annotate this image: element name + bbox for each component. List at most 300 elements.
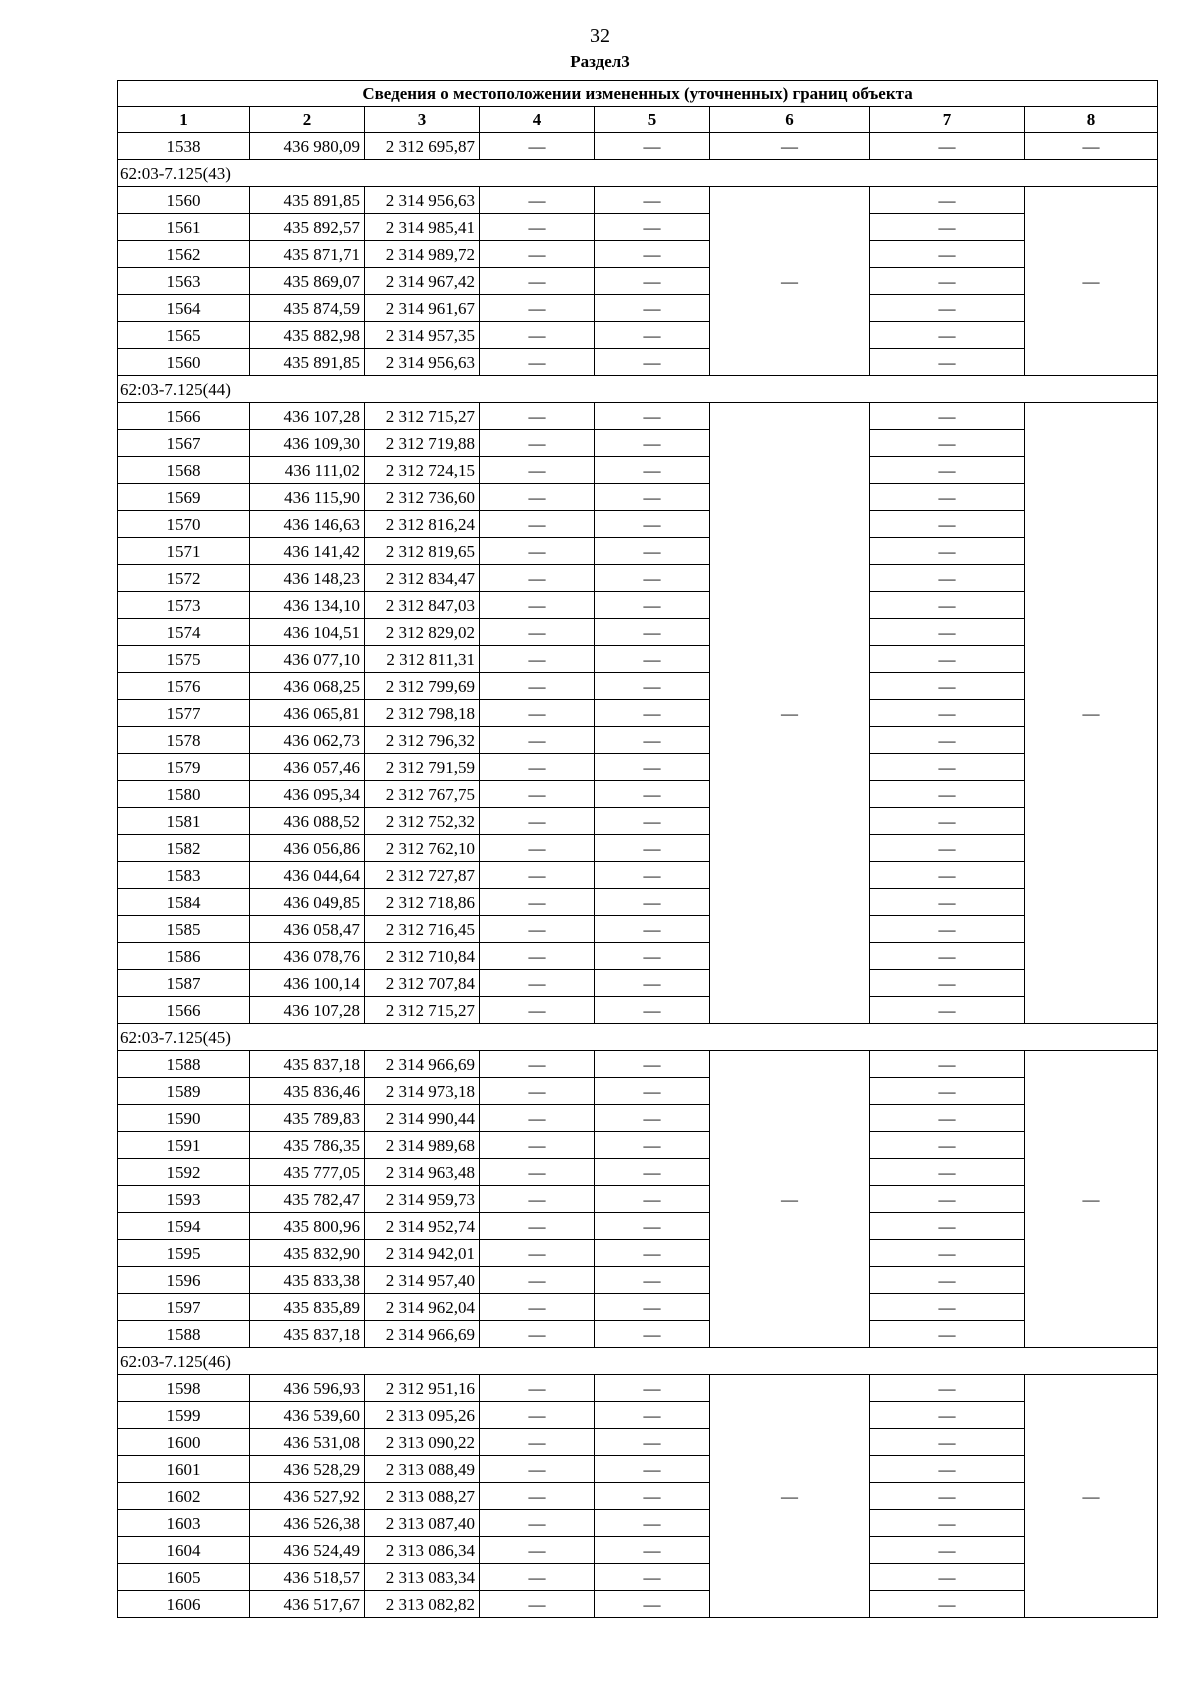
coordinate-y: 2 313 088,27 — [365, 1483, 480, 1510]
dash-cell: — — [480, 1159, 595, 1186]
coordinate-y: 2 313 090,22 — [365, 1429, 480, 1456]
coordinate-x: 435 882,98 — [250, 322, 365, 349]
dash-cell: — — [595, 727, 710, 754]
dash-cell: — — [870, 214, 1025, 241]
dash-cell: — — [595, 457, 710, 484]
dash-cell: — — [870, 997, 1025, 1024]
dash-cell: — — [595, 484, 710, 511]
coordinate-y: 2 314 990,44 — [365, 1105, 480, 1132]
coordinate-y: 2 312 724,15 — [365, 457, 480, 484]
coordinate-y: 2 314 956,63 — [365, 349, 480, 376]
table-row — [118, 1132, 1158, 1159]
coordinate-x: 436 095,34 — [250, 781, 365, 808]
dash-cell: — — [480, 592, 595, 619]
dash-cell: — — [595, 781, 710, 808]
table-row — [118, 268, 1158, 295]
coordinate-y: 2 314 962,04 — [365, 1294, 480, 1321]
section-title: Раздел3 — [570, 52, 630, 71]
dash-cell: — — [870, 268, 1025, 295]
dash-cell: — — [870, 1186, 1025, 1213]
coordinate-x: 435 789,83 — [250, 1105, 365, 1132]
coordinate-y: 2 313 086,34 — [365, 1537, 480, 1564]
dash-cell: — — [480, 1186, 595, 1213]
point-number: 1560 — [118, 187, 250, 214]
coordinate-y: 2 312 718,86 — [365, 889, 480, 916]
point-number: 1538 — [118, 133, 250, 160]
column-number: 4 — [480, 107, 595, 133]
column-number: 1 — [118, 107, 250, 133]
point-number: 1595 — [118, 1240, 250, 1267]
boundary-coordinates-table — [117, 80, 1158, 1618]
dash-cell: — — [870, 673, 1025, 700]
coordinate-x: 435 874,59 — [250, 295, 365, 322]
column-number: 6 — [710, 107, 870, 133]
dash-cell: — — [480, 943, 595, 970]
coordinate-x: 436 146,63 — [250, 511, 365, 538]
dash-cell: — — [870, 1402, 1025, 1429]
coordinate-x: 436 044,64 — [250, 862, 365, 889]
coordinate-x: 436 518,57 — [250, 1564, 365, 1591]
dash-cell: — — [870, 916, 1025, 943]
dash-cell: — — [595, 322, 710, 349]
coordinate-x: 436 107,28 — [250, 403, 365, 430]
point-number: 1585 — [118, 916, 250, 943]
coordinate-y: 2 312 829,02 — [365, 619, 480, 646]
table-row — [118, 1402, 1158, 1429]
dash-cell: — — [870, 592, 1025, 619]
merged-dash-cell: — — [1025, 1375, 1158, 1618]
dash-cell: — — [480, 214, 595, 241]
coordinate-x: 436 531,08 — [250, 1429, 365, 1456]
dash-cell: — — [595, 268, 710, 295]
dash-cell: — — [595, 1213, 710, 1240]
dash-cell: — — [870, 511, 1025, 538]
dash-cell: — — [595, 1510, 710, 1537]
table-row — [118, 538, 1158, 565]
dash-cell: — — [480, 646, 595, 673]
dash-cell: — — [480, 1483, 595, 1510]
coordinate-x: 435 777,05 — [250, 1159, 365, 1186]
table-row — [118, 457, 1158, 484]
cadastral-group-label: 62:03-7.125(43) — [118, 160, 1158, 187]
dash-cell: — — [870, 457, 1025, 484]
dash-cell: — — [595, 646, 710, 673]
dash-cell: — — [870, 484, 1025, 511]
point-number: 1606 — [118, 1591, 250, 1618]
coordinate-x: 436 980,09 — [250, 133, 365, 160]
column-number: 7 — [870, 107, 1025, 133]
merged-dash-cell: — — [1025, 403, 1158, 1024]
dash-cell: — — [870, 349, 1025, 376]
dash-cell: — — [595, 1456, 710, 1483]
coordinate-y: 2 314 942,01 — [365, 1240, 480, 1267]
dash-cell: — — [1025, 133, 1158, 160]
point-number: 1578 — [118, 727, 250, 754]
point-number: 1588 — [118, 1321, 250, 1348]
point-number: 1592 — [118, 1159, 250, 1186]
dash-cell: — — [480, 997, 595, 1024]
coordinate-x: 436 527,92 — [250, 1483, 365, 1510]
dash-cell: — — [595, 1051, 710, 1078]
coordinate-y: 2 314 961,67 — [365, 295, 480, 322]
merged-dash-cell: — — [710, 1051, 870, 1348]
coordinate-y: 2 314 966,69 — [365, 1321, 480, 1348]
dash-cell: — — [595, 1294, 710, 1321]
point-number: 1605 — [118, 1564, 250, 1591]
table-row — [118, 673, 1158, 700]
dash-cell: — — [870, 943, 1025, 970]
point-number: 1570 — [118, 511, 250, 538]
coordinate-x: 435 833,38 — [250, 1267, 365, 1294]
column-number: 5 — [595, 107, 710, 133]
table-row — [118, 619, 1158, 646]
dash-cell: — — [595, 565, 710, 592]
coordinate-y: 2 314 959,73 — [365, 1186, 480, 1213]
coordinate-y: 2 314 956,63 — [365, 187, 480, 214]
merged-dash-cell: — — [710, 187, 870, 376]
dash-cell: — — [595, 1321, 710, 1348]
dash-cell: — — [480, 1294, 595, 1321]
dash-cell: — — [595, 1267, 710, 1294]
table-row — [118, 1429, 1158, 1456]
dash-cell: — — [870, 970, 1025, 997]
coordinate-y: 2 312 736,60 — [365, 484, 480, 511]
dash-cell: — — [870, 808, 1025, 835]
dash-cell: — — [870, 646, 1025, 673]
dash-cell: — — [480, 916, 595, 943]
dash-cell: — — [595, 1105, 710, 1132]
coordinate-x: 436 134,10 — [250, 592, 365, 619]
dash-cell: — — [595, 187, 710, 214]
coordinate-y: 2 312 951,16 — [365, 1375, 480, 1402]
dash-cell: — — [480, 1321, 595, 1348]
dash-cell: — — [595, 349, 710, 376]
coordinate-y: 2 312 715,27 — [365, 997, 480, 1024]
group-row — [118, 160, 1158, 187]
dash-cell: — — [480, 1402, 595, 1429]
dash-cell: — — [870, 862, 1025, 889]
point-number: 1573 — [118, 592, 250, 619]
page-number: 32 — [590, 25, 610, 47]
dash-cell: — — [595, 1186, 710, 1213]
table-row — [118, 241, 1158, 268]
coordinate-y: 2 312 752,32 — [365, 808, 480, 835]
dash-cell: — — [595, 1483, 710, 1510]
dash-cell: — — [480, 727, 595, 754]
dash-cell: — — [480, 403, 595, 430]
point-number: 1566 — [118, 403, 250, 430]
dash-cell: — — [870, 1510, 1025, 1537]
table-row — [118, 1213, 1158, 1240]
coordinate-x: 436 068,25 — [250, 673, 365, 700]
dash-cell: — — [595, 295, 710, 322]
table-row — [118, 1105, 1158, 1132]
table-row — [118, 1267, 1158, 1294]
point-number: 1599 — [118, 1402, 250, 1429]
table-row — [118, 997, 1158, 1024]
dash-cell: — — [870, 835, 1025, 862]
dash-cell: — — [870, 700, 1025, 727]
point-number: 1593 — [118, 1186, 250, 1213]
dash-cell: — — [480, 349, 595, 376]
dash-cell: — — [870, 781, 1025, 808]
dash-cell: — — [480, 1078, 595, 1105]
dash-cell: — — [480, 1537, 595, 1564]
coordinate-y: 2 313 088,49 — [365, 1456, 480, 1483]
point-number: 1596 — [118, 1267, 250, 1294]
point-number: 1586 — [118, 943, 250, 970]
coordinate-x: 435 891,85 — [250, 349, 365, 376]
dash-cell: — — [480, 1591, 595, 1618]
dash-cell: — — [870, 619, 1025, 646]
coordinate-x: 435 782,47 — [250, 1186, 365, 1213]
dash-cell: — — [595, 970, 710, 997]
dash-cell: — — [870, 1132, 1025, 1159]
point-number: 1588 — [118, 1051, 250, 1078]
point-number: 1603 — [118, 1510, 250, 1537]
dash-cell: — — [595, 835, 710, 862]
coordinate-x: 436 077,10 — [250, 646, 365, 673]
coordinate-x: 435 800,96 — [250, 1213, 365, 1240]
cadastral-group-label: 62:03-7.125(45) — [118, 1024, 1158, 1051]
dash-cell: — — [595, 673, 710, 700]
dash-cell: — — [595, 1132, 710, 1159]
table-row — [118, 187, 1158, 214]
table-row — [118, 1375, 1158, 1402]
coordinate-x: 436 109,30 — [250, 430, 365, 457]
dash-cell: — — [710, 133, 870, 160]
table-row — [118, 1159, 1158, 1186]
dash-cell: — — [870, 241, 1025, 268]
point-number: 1568 — [118, 457, 250, 484]
table-row — [118, 1537, 1158, 1564]
dash-cell: — — [595, 241, 710, 268]
point-number: 1567 — [118, 430, 250, 457]
coordinate-y: 2 313 082,82 — [365, 1591, 480, 1618]
point-number: 1604 — [118, 1537, 250, 1564]
table-row — [118, 1591, 1158, 1618]
table-row — [118, 646, 1158, 673]
dash-cell: — — [480, 241, 595, 268]
coordinate-x: 436 141,42 — [250, 538, 365, 565]
dash-cell: — — [480, 781, 595, 808]
dash-cell: — — [595, 430, 710, 457]
dash-cell: — — [595, 214, 710, 241]
dash-cell: — — [480, 673, 595, 700]
dash-cell: — — [595, 1402, 710, 1429]
point-number: 1590 — [118, 1105, 250, 1132]
point-number: 1574 — [118, 619, 250, 646]
dash-cell: — — [870, 1267, 1025, 1294]
dash-cell: — — [870, 295, 1025, 322]
dash-cell: — — [480, 484, 595, 511]
dash-cell: — — [480, 268, 595, 295]
coordinate-x: 436 517,67 — [250, 1591, 365, 1618]
point-number: 1561 — [118, 214, 250, 241]
coordinate-y: 2 312 707,84 — [365, 970, 480, 997]
point-number: 1571 — [118, 538, 250, 565]
dash-cell: — — [595, 997, 710, 1024]
dash-cell: — — [480, 565, 595, 592]
coordinate-x: 436 056,86 — [250, 835, 365, 862]
coordinate-y: 2 312 819,65 — [365, 538, 480, 565]
dash-cell: — — [595, 592, 710, 619]
dash-cell: — — [595, 1564, 710, 1591]
coordinate-x: 436 539,60 — [250, 1402, 365, 1429]
dash-cell: — — [595, 754, 710, 781]
merged-dash-cell: — — [710, 403, 870, 1024]
table-row — [118, 1456, 1158, 1483]
coordinate-y: 2 312 710,84 — [365, 943, 480, 970]
coordinate-y: 2 312 727,87 — [365, 862, 480, 889]
coordinate-y: 2 314 957,40 — [365, 1267, 480, 1294]
coordinate-y: 2 313 083,34 — [365, 1564, 480, 1591]
point-number: 1581 — [118, 808, 250, 835]
coordinate-x: 435 835,89 — [250, 1294, 365, 1321]
point-number: 1566 — [118, 997, 250, 1024]
dash-cell: — — [480, 322, 595, 349]
dash-cell: — — [480, 754, 595, 781]
point-number: 1591 — [118, 1132, 250, 1159]
coordinate-x: 436 148,23 — [250, 565, 365, 592]
point-number: 1579 — [118, 754, 250, 781]
coordinate-y: 2 312 811,31 — [365, 646, 480, 673]
coordinate-x: 435 836,46 — [250, 1078, 365, 1105]
column-number: 8 — [1025, 107, 1158, 133]
table-row — [118, 295, 1158, 322]
dash-cell: — — [595, 538, 710, 565]
dash-cell: — — [870, 538, 1025, 565]
merged-dash-cell: — — [1025, 1051, 1158, 1348]
dash-cell: — — [480, 1267, 595, 1294]
coordinate-x: 436 058,47 — [250, 916, 365, 943]
point-number: 1569 — [118, 484, 250, 511]
coordinate-y: 2 312 762,10 — [365, 835, 480, 862]
dash-cell: — — [480, 619, 595, 646]
coordinate-x: 436 078,76 — [250, 943, 365, 970]
coordinate-y: 2 314 952,74 — [365, 1213, 480, 1240]
dash-cell: — — [870, 1105, 1025, 1132]
table-caption: Сведения о местоположении измененных (уточненных) границ объекта — [118, 81, 1158, 107]
group-row — [118, 376, 1158, 403]
dash-cell: — — [870, 1483, 1025, 1510]
coordinate-x: 436 111,02 — [250, 457, 365, 484]
dash-cell: — — [595, 862, 710, 889]
group-row — [118, 1348, 1158, 1375]
dash-cell: — — [595, 1078, 710, 1105]
table-row — [118, 808, 1158, 835]
point-number: 1598 — [118, 1375, 250, 1402]
dash-cell: — — [870, 133, 1025, 160]
dash-cell: — — [480, 430, 595, 457]
point-number: 1580 — [118, 781, 250, 808]
coordinate-y: 2 312 716,45 — [365, 916, 480, 943]
point-number: 1577 — [118, 700, 250, 727]
table-row — [118, 430, 1158, 457]
coordinate-x: 436 057,46 — [250, 754, 365, 781]
table-row — [118, 862, 1158, 889]
dash-cell: — — [870, 403, 1025, 430]
dash-cell: — — [480, 457, 595, 484]
dash-cell: — — [480, 1105, 595, 1132]
point-number: 1560 — [118, 349, 250, 376]
coordinate-y: 2 312 767,75 — [365, 781, 480, 808]
coordinate-x: 435 892,57 — [250, 214, 365, 241]
table-row — [118, 214, 1158, 241]
coordinate-x: 436 062,73 — [250, 727, 365, 754]
dash-cell: — — [595, 133, 710, 160]
coordinate-y: 2 314 989,68 — [365, 1132, 480, 1159]
table-row — [118, 1564, 1158, 1591]
coordinate-x: 435 869,07 — [250, 268, 365, 295]
coordinate-y: 2 312 796,32 — [365, 727, 480, 754]
table-row — [118, 916, 1158, 943]
dash-cell: — — [870, 430, 1025, 457]
point-number: 1576 — [118, 673, 250, 700]
column-number-row — [118, 107, 1158, 133]
point-number: 1587 — [118, 970, 250, 997]
dash-cell: — — [595, 916, 710, 943]
dash-cell: — — [480, 1456, 595, 1483]
table-row — [118, 970, 1158, 997]
table-row — [118, 700, 1158, 727]
dash-cell: — — [870, 1294, 1025, 1321]
dash-cell: — — [595, 1429, 710, 1456]
coordinate-y: 2 312 847,03 — [365, 592, 480, 619]
table-row — [118, 1321, 1158, 1348]
point-number: 1572 — [118, 565, 250, 592]
table-row — [118, 1078, 1158, 1105]
point-number: 1582 — [118, 835, 250, 862]
dash-cell: — — [595, 1591, 710, 1618]
coordinate-y: 2 312 799,69 — [365, 673, 480, 700]
dash-cell: — — [870, 1213, 1025, 1240]
table-row — [118, 349, 1158, 376]
dash-cell: — — [870, 889, 1025, 916]
coordinate-x: 435 832,90 — [250, 1240, 365, 1267]
dash-cell: — — [480, 889, 595, 916]
dash-cell: — — [870, 1159, 1025, 1186]
dash-cell: — — [595, 943, 710, 970]
merged-dash-cell: — — [710, 1375, 870, 1618]
dash-cell: — — [480, 970, 595, 997]
dash-cell: — — [480, 808, 595, 835]
table-body — [118, 133, 1158, 1618]
table-row — [118, 565, 1158, 592]
dash-cell: — — [870, 322, 1025, 349]
point-number: 1600 — [118, 1429, 250, 1456]
coordinate-y: 2 312 695,87 — [365, 133, 480, 160]
table-row — [118, 511, 1158, 538]
coordinate-y: 2 314 967,42 — [365, 268, 480, 295]
table-row — [118, 322, 1158, 349]
point-number: 1563 — [118, 268, 250, 295]
table-row — [118, 781, 1158, 808]
table-row — [118, 943, 1158, 970]
coordinate-x: 436 100,14 — [250, 970, 365, 997]
table-row — [118, 1186, 1158, 1213]
dash-cell: — — [480, 1213, 595, 1240]
column-number: 2 — [250, 107, 365, 133]
coordinate-y: 2 314 985,41 — [365, 214, 480, 241]
dash-cell: — — [870, 727, 1025, 754]
dash-cell: — — [480, 1429, 595, 1456]
dash-cell: — — [595, 889, 710, 916]
point-number: 1564 — [118, 295, 250, 322]
group-row — [118, 1024, 1158, 1051]
coordinate-x: 435 891,85 — [250, 187, 365, 214]
coordinate-x: 436 065,81 — [250, 700, 365, 727]
